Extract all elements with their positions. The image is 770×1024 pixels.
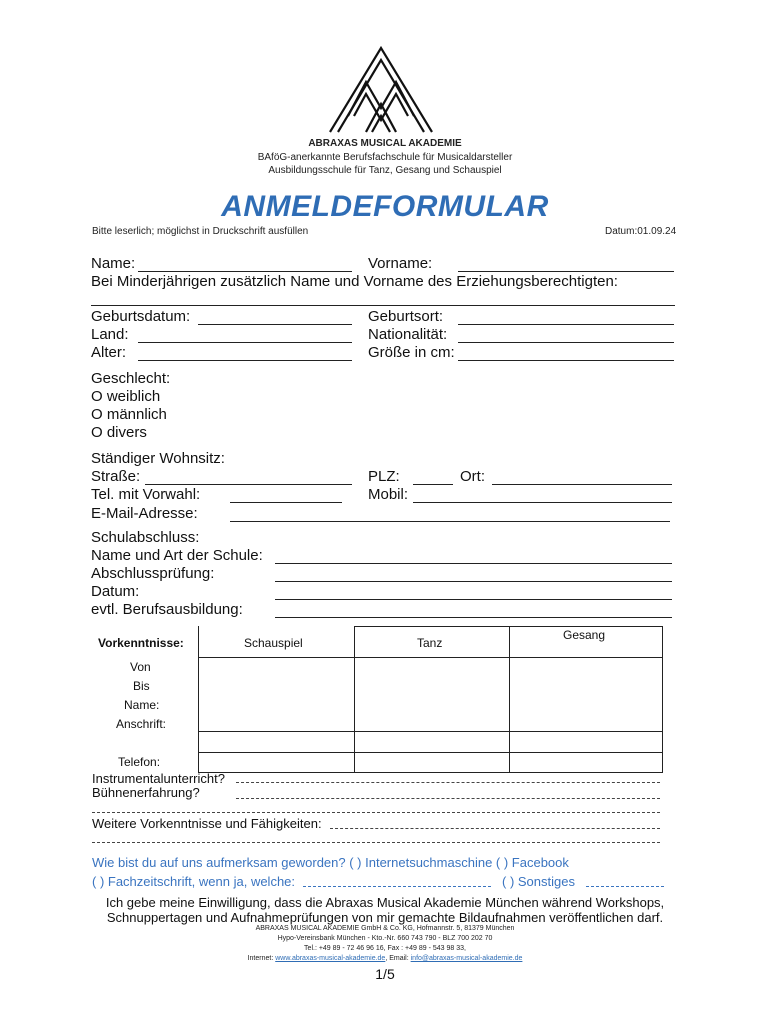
ort-field[interactable] (492, 484, 672, 485)
geburtsort-label: Geburtsort: (368, 308, 444, 325)
source-sonstiges[interactable]: ( ) Sonstiges (502, 874, 575, 889)
schul-datum-label: Datum: (91, 583, 140, 600)
schul-datum-field[interactable] (275, 599, 672, 600)
land-label: Land: (91, 326, 129, 343)
ausbildung-label: evtl. Berufsausbildung: (91, 601, 243, 618)
footer-phone: Tel.: +49 89 - 72 46 96 16, Fax : +49 89 - 543 98 33, (304, 945, 466, 952)
source-question[interactable]: Wie bist du auf uns aufmerksam geworden? ( ) Internetsuchmaschine ( ) Facebook (92, 855, 569, 870)
row-label-telefon: Telefon: (118, 755, 161, 769)
land-field[interactable] (138, 342, 352, 343)
footer-contact (0, 955, 770, 962)
pruefung-field[interactable] (275, 581, 672, 582)
school-heading: Schulabschluss: (91, 529, 200, 546)
strasse-label: Straße: (91, 468, 141, 485)
fachzeitschrift-field[interactable] (303, 886, 491, 887)
footer-bank: Hypo-Vereinsbank München - Kto.-Nr. 660 743 790 - BLZ 700 202 70 (277, 935, 493, 942)
schule-label: Name und Art der Schule: (91, 547, 263, 564)
school-name: ABRAXAS MUSICAL AKADEMIE (308, 138, 462, 149)
mobil-label: Mobil: (368, 486, 409, 503)
row-label-von: Von (130, 660, 151, 674)
vorkenntnisse-table (88, 626, 663, 772)
email-label: E-Mail-Adresse: (91, 505, 198, 522)
weitere-field[interactable] (330, 828, 660, 829)
footer-email-label: , Email: (385, 955, 409, 962)
header-line-2: Ausbildungsschule für Tanz, Gesang und Schauspiel (268, 165, 502, 176)
tel-field[interactable] (230, 502, 342, 503)
row-label-anschrift: Anschrift: (116, 717, 167, 731)
vorname-label: Vorname: (368, 255, 433, 272)
table-header: Vorkenntnisse: (98, 636, 184, 650)
schule-field[interactable] (275, 563, 672, 564)
column-gesang: Gesang (563, 628, 606, 642)
alter-field[interactable] (138, 360, 352, 361)
email-link[interactable]: info@abraxas-musical-akademie.de (410, 955, 523, 962)
groesse-label: Größe in cm: (368, 344, 455, 361)
ausbildung-field[interactable] (275, 617, 672, 618)
vorname-field[interactable] (458, 271, 674, 272)
pruefung-label: Abschlussprüfung: (91, 565, 215, 582)
tel-label: Tel. mit Vorwahl: (91, 486, 201, 503)
gender-option-divers[interactable]: O divers (91, 424, 147, 441)
form-date: Datum:01.09.24 (605, 226, 677, 237)
extra-line-2[interactable] (92, 842, 660, 843)
page-number: 1/5 (375, 966, 395, 982)
footer-internet-label: Internet: (247, 955, 274, 962)
name-label: Name: (91, 255, 136, 272)
gender-option-maennlich[interactable]: O männlich (91, 406, 167, 423)
sonstiges-field[interactable] (586, 886, 664, 887)
row-label-bis: Bis (133, 679, 150, 693)
weitere-label: Weitere Vorkenntnisse und Fähigkeiten: (92, 816, 322, 831)
plz-field[interactable] (413, 484, 453, 485)
ort-label: Ort: (460, 468, 485, 485)
geburtsort-field[interactable] (458, 324, 674, 325)
guardian-label: Bei Minderjährigen zusätzlich Name und Vorname des Erziehungsberechtigten: (91, 273, 618, 290)
nationalitaet-field[interactable] (458, 342, 674, 343)
abraxas-logo (326, 44, 436, 136)
gender-heading: Geschlecht: (91, 370, 171, 387)
instructions: Bitte leserlich; möglichst in Druckschrift ausfüllen (92, 226, 309, 237)
form-title: ANMELDEFORMULAR (221, 190, 549, 223)
buehne-label: Bühnenerfahrung? (92, 785, 200, 800)
nationalitaet-label: Nationalität: (368, 326, 448, 343)
alter-label: Alter: (91, 344, 127, 361)
address-heading: Ständiger Wohnsitz: (91, 450, 225, 467)
consent-line-2: Schnuppertagen und Aufnahmeprüfungen von mir gemachte Bildaufnahmen veröffentlichen darf. (106, 910, 664, 925)
row-label-name: Name: (124, 698, 160, 712)
strasse-field[interactable] (145, 484, 352, 485)
plz-label: PLZ: (368, 468, 400, 485)
mobil-field[interactable] (413, 502, 672, 503)
footer-company: ABRAXAS MUSICAL AKADEMIE GmbH & Co. KG, Hofmannstr. 5, 81379 München (255, 925, 515, 932)
column-schauspiel: Schauspiel (244, 636, 303, 650)
header-line-1: BAföG-anerkannte Berufsfachschule für Musicaldarsteller (257, 152, 513, 163)
geburtsdatum-field[interactable] (198, 324, 352, 325)
guardian-field[interactable] (91, 305, 675, 306)
instrumental-label: Instrumentalunterricht? (92, 771, 225, 786)
name-field[interactable] (138, 271, 352, 272)
instrumental-field[interactable] (236, 782, 660, 783)
gender-option-weiblich[interactable]: O weiblich (91, 388, 161, 405)
groesse-field[interactable] (458, 360, 674, 361)
email-field[interactable] (230, 521, 670, 522)
column-tanz: Tanz (417, 636, 443, 650)
buehne-field[interactable] (236, 798, 660, 799)
consent-line-1: Ich gebe meine Einwilligung, dass die Abraxas Musical Akademie München während Workshops, (105, 895, 665, 910)
geburtsdatum-label: Geburtsdatum: (91, 308, 191, 325)
source-fachzeitschrift[interactable]: ( ) Fachzeitschrift, wenn ja, welche: (92, 874, 296, 889)
extra-line-1[interactable] (92, 812, 660, 813)
website-link[interactable]: www.abraxas-musical-akademie.de (275, 955, 386, 962)
